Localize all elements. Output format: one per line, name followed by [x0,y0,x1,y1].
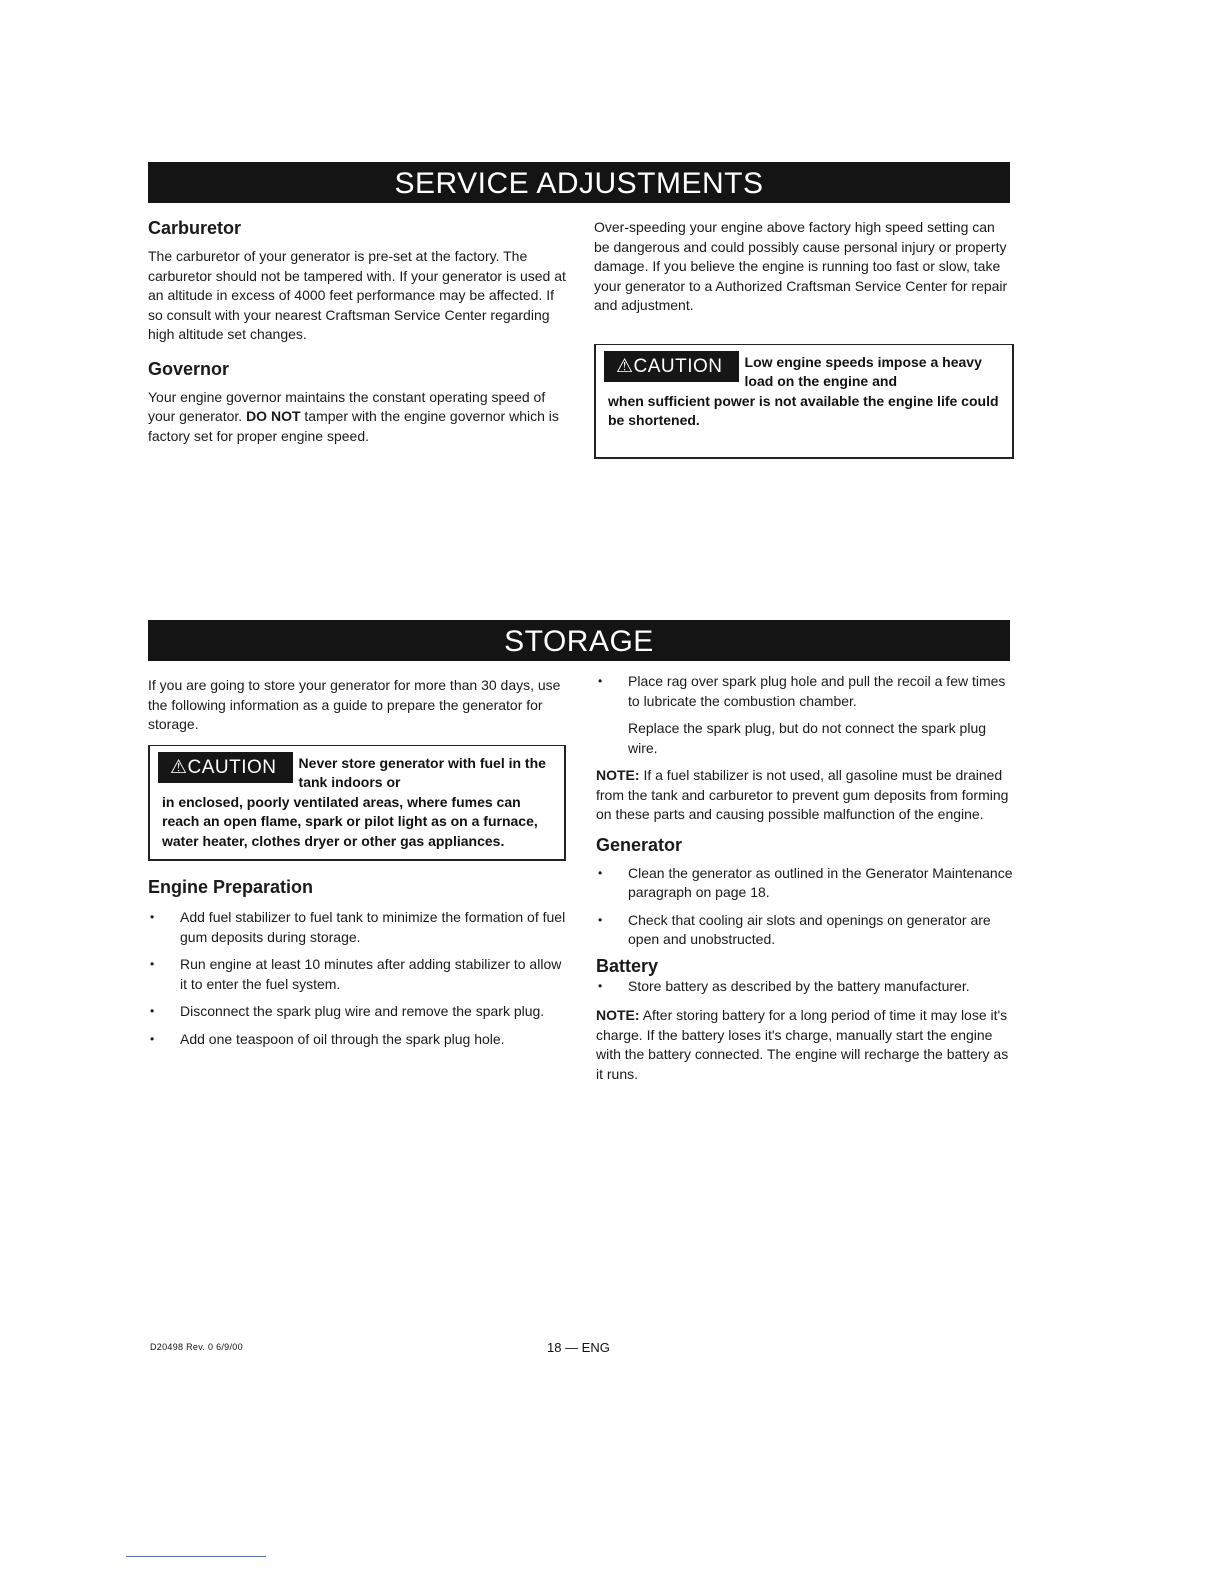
generator-heading: Generator [596,834,683,855]
list-item: • Add one teaspoon of oil through the spark plug hole. [148,1030,568,1050]
list-item: • Clean the generator as outlined in the Generator Maintenance paragraph on page 18. [596,864,1016,903]
list-item: • Run engine at least 10 minutes after adding stabilizer to allow it to enter the fuel system. [148,955,568,994]
storage-left-column [148,676,568,1049]
storage-caution-row [162,754,556,793]
overspeed-text: Over-speeding your engine above factory high speed setting can be dangerous and could possibly cause personal injury or property damage. If you believe the engine is running too fast or slow, take your generator to a Authorized Craftsman Service Center for repair and adjustment. [594,219,1008,313]
note-text: If a fuel stabilizer is not used, all gasoline must be drained from the tank and carburetor to prevent gum deposits from forming on these parts and causing possible malfunction of the engine. [596,767,1009,822]
generator-list [596,864,1016,950]
storage-caution-text-b: in enclosed, poorly ventilated areas, where fumes can reach an open flame, spark or pilot light as on a furnace, water heater, clothes dryer or other gas appliances. [162,793,538,849]
note-label: NOTE: [596,1007,640,1023]
battery-list [596,977,1016,997]
page-number: 18 — ENG [547,1340,610,1355]
service-adjustments-banner: SERVICE ADJUSTMENTS [148,162,1010,203]
replace-spark-plug-text: Replace the spark plug, but do not connect the spark plug wire. [628,720,987,756]
storage-caution-badge: ⚠CAUTION [158,752,293,783]
note-text: After storing battery for a long period of time it may lose it's charge. If the battery loses it's charge, manually start the engine with the battery connected. The engine will recharge the battery as it runs. [596,1007,1009,1082]
service-left-column [148,218,566,446]
list-item: • Check that cooling air slots and openings on generator are open and unobstructed. [596,911,1016,950]
service-caution-badge: ⚠CAUTION [604,351,739,382]
service-caution-row [608,353,1004,392]
list-item: • Store battery as described by the battery manufacturer. [596,977,1016,997]
list-item: • Place rag over spark plug hole and pull the recoil a few times to lubricate the combustion chamber. [596,672,1016,711]
governor-text [148,388,566,447]
scan-artifact-line [126,1556,266,1557]
note-battery [596,1006,1016,1084]
service-right-column [594,218,1014,459]
governor-text-2: tamper with the engine governor which is factory set for proper engine speed. [148,408,559,444]
carburetor-text: The carburetor of your generator is pre-set at the factory. The carburetor should not be tampered with. If your generator is used at an altitude in excess of 4000 feet performance may be affected. If so consult with your nearest Craftsman Service Center regarding high altitude set changes. [148,248,566,342]
note-label: NOTE: [596,767,640,783]
storage-banner: STORAGE [148,620,1010,661]
storage-caution-text-a: Never store generator with fuel in the tank indoors or [298,754,546,790]
list-item: • Add fuel stabilizer to fuel tank to minimize the formation of fuel gum deposits during storage. [148,908,568,947]
storage-right-column [596,672,1016,1084]
governor-text-1: Your engine governor maintains the constant operating speed of your generator. [148,388,546,424]
service-caution-text-b: when sufficient power is not available the engine life could be shortened. [608,392,999,428]
note-fuel-stabilizer [596,766,1016,825]
service-caution-box [594,344,1014,459]
governor-do-not: DO NOT [246,408,301,424]
governor-heading: Governor [148,358,230,379]
document-code: D20498 Rev. 0 6/9/00 [150,1342,243,1352]
service-caution-text-a: Low engine speeds impose a heavy load on the engine and [744,353,982,389]
carburetor-heading: Carburetor [148,218,242,238]
storage-intro: If you are going to store your generator for more than 30 days, use the following information as a guide to prepare the generator for storage. [148,677,561,732]
list-item: • Disconnect the spark plug wire and remove the spark plug. [148,1002,568,1022]
engine-preparation-heading: Engine Preparation [148,877,314,897]
battery-heading: Battery [596,955,659,976]
engine-preparation-list [148,908,568,1049]
storage-caution-box [148,745,566,862]
storage-steps-list [596,672,1016,711]
